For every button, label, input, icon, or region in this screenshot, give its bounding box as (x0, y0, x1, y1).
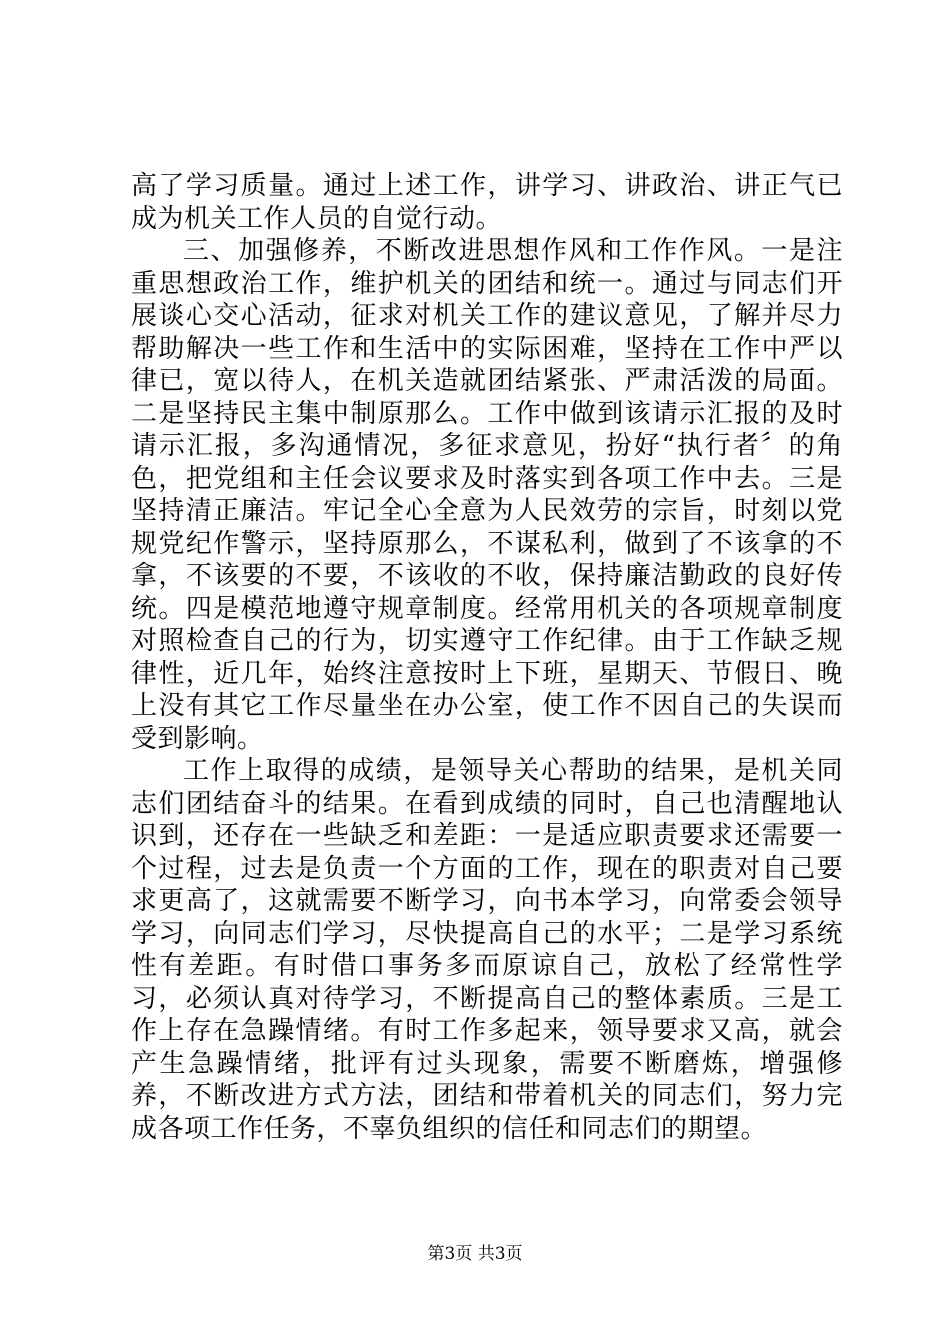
paragraph-1: 高了学习质量。通过上述工作，讲学习、讲政治、讲正气已成为机关工作人员的自觉行动。 (131, 171, 843, 234)
page-footer: 第3页 共3页 (427, 1244, 523, 1264)
paragraph-2: 三、加强修养，不断改进思想作风和工作作风。一是注重思想政治工作，维护机关的团结和统一。通过与同志们开展谈心交心活动，征求对机关工作的建议意见，了解并尽力帮助解决一些工作和生活中的实际困难，坚持在工作中严以律已，宽以待人，在机关造就团结紧张、严肃活泼的局面。二是坚持民主集中制原那么。工作中做到该请示汇报的及时请示汇报，多沟通情况，多征求意见，扮好“执行者〞的角色，把党组和主任会议要求及时落实到各项工作中去。三是坚持清正廉洁。牢记全心全意为人民效劳的宗旨，时刻以党规党纪作警示，坚持原那么，不谋私利，做到了不该拿的不拿，不该要的不要，不该收的不收，保持廉洁勤政的良好传统。四是模范地遵守规章制度。经常用机关的各项规章制度对照检查自己的行为，切实遵守工作纪律。由于工作缺乏规律性，近几年，始终注意按时上下班，星期天、节假日、晚上没有其它工作尽量坐在办公室，使工作不因自己的失误而受到影响。 (131, 236, 843, 754)
document-body (131, 170, 843, 1145)
paragraph-3: 工作上取得的成绩，是领导关心帮助的结果，是机关同志们团结奋斗的结果。在看到成绩的同时，自己也清醒地认识到，还存在一些缺乏和差距：一是适应职责要求还需要一个过程，过去是负责一个方面的工作，现在的职责对自己要求更高了，这就需要不断学习，向书本学习，向常委会领导学习，向同志们学习，尽快提高自己的水平；二是学习系统性有差距。有时借口事务多而原谅自己，放松了经常性学习，必须认真对待学习，不断提高自己的整体素质。三是工作上存在急躁情绪。有时工作多起来，领导要求又高，就会产生急躁情绪，批评有过头现象，需要不断磨炼，增强修养，不断改进方式方法，团结和带着机关的同志们，努力完成各项工作任务，不辜负组织的信任和同志们的期望。 (131, 756, 843, 1144)
